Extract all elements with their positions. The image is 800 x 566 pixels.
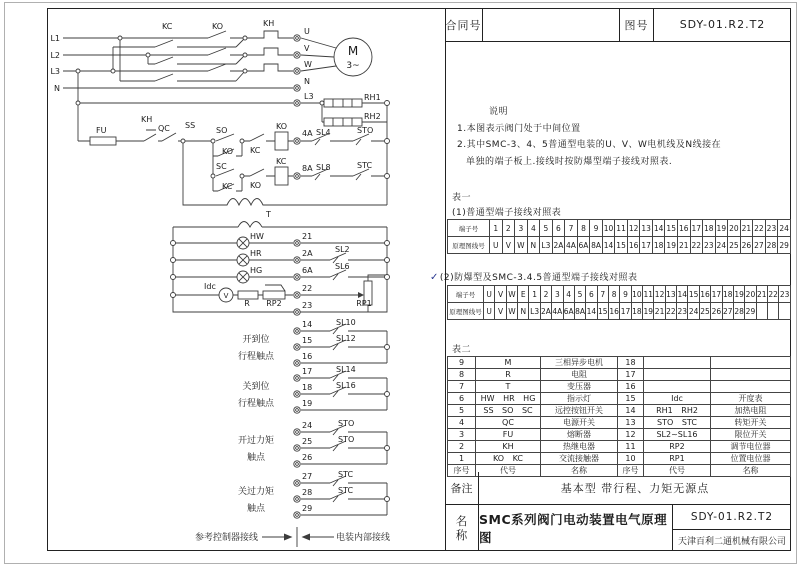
component-cell: KH [476,441,541,453]
lamp-HW [237,237,249,249]
terminal-cell: W [506,303,517,320]
terminal-cell: 16 [677,220,690,237]
schematic-label: STC [338,486,354,495]
contract-value [483,8,620,41]
component-cell: 位置电位器 [711,453,791,465]
schematic-label: V [304,44,310,53]
row-header: 端子号 [448,220,490,237]
terminal-cell: 4 [527,220,540,237]
component-cell: 序号 [618,465,644,477]
terminal-cell: 16 [627,237,640,254]
component-cell: 电源开关 [541,417,618,429]
schematic-label: SL2 [335,245,350,254]
terminal-cell: 3 [552,286,563,303]
terminal-cell: 12 [627,220,640,237]
schematic-label: KO [212,22,224,31]
terminal-cell: 17 [620,303,631,320]
drawing-number: SDY-01.R2.T2 [679,18,766,31]
schematic-label: 22 [302,284,313,293]
schematic-label: STO [338,435,355,444]
component-cell: SL2~SL16 [644,429,711,441]
terminal-cell: 21 [756,286,767,303]
schematic-label: KH [141,115,153,124]
terminal-cell: 21 [654,303,665,320]
schematic-label: 24 [302,421,313,430]
component-cell: 8 [448,369,476,381]
terminal-cell: 20 [728,220,741,237]
drawing-no-label: 图号 [620,8,654,41]
terminal-cell: 14 [586,303,597,320]
component-cell: 限位开关 [711,429,791,441]
terminal-cell: 11 [615,220,628,237]
terminal-cell: 14 [652,220,665,237]
component-cell: 7 [448,381,476,393]
component-cell: 热继电器 [541,441,618,453]
schematic-label: 23 [302,301,313,310]
terminal-cell: 6 [586,286,597,303]
caption-text: (2)防爆型及SMC-3.4.5普通型端子接线对照表 [439,273,638,283]
terminal-cell: 20 [745,286,756,303]
schematic-label: SL10 [336,318,356,327]
component-cell: STO STC [644,417,711,429]
terminal-cell: 2A [552,237,565,254]
terminal-cell: 6 [552,220,565,237]
component-cell: 序号 [448,465,476,477]
schematic-label: R [244,299,250,308]
schematic-label: 3~ [346,61,360,71]
schematic-label: 25 [302,437,313,446]
component-cell: RP1 [644,453,711,465]
terminal-cell: 8A [574,303,585,320]
name-block [445,505,791,551]
wiring-boundary [262,527,334,547]
terminal-cell: 18 [631,303,642,320]
terminal-cell [756,303,767,320]
terminal-cell: 5 [540,220,553,237]
component-cell: 远控按钮开关 [541,405,618,417]
terminal-cell: 10 [631,286,642,303]
terminal-cell: 23 [703,237,716,254]
schematic-label: 18 [302,383,313,392]
schematic-label: STC [357,161,373,170]
terminal-cell: 1 [490,220,503,237]
schematic-label: KH [263,19,275,28]
component-cell: RP2 [644,441,711,453]
terminal-table-normal [447,219,791,254]
schematic-label: SL8 [316,163,331,172]
schematic-label: U [304,27,310,36]
component-cell: 17 [618,369,644,381]
terminal-cell: U [484,303,495,320]
component-cell: 名称 [541,465,618,477]
schematic-label: 4A [302,129,313,138]
schematic-label: 触点 [246,504,266,514]
remark-value: 基本型 带行程、力矩无源点 [560,482,710,495]
terminal-cell: 27 [753,237,766,254]
terminal-cell: 22 [753,220,766,237]
terminal-cell: 27 [722,303,733,320]
terminal-cell: 4 [563,286,574,303]
company-name: 天津百利二通机械有限公司 [677,537,786,547]
note-line: 2.其中SMC-3、4、5普通型电装的U、V、W电机线及N线接在 [457,140,722,150]
terminal-cell: 29 [745,303,756,320]
component-cell: 代号 [644,465,711,477]
schematic-label: SC [216,162,227,171]
row-header: 原理图线号 [448,237,490,254]
schematic-label: Idc [204,282,216,291]
terminal-cell: 18 [652,237,665,254]
component-cell: 交流接触器 [541,453,618,465]
schematic-label: 2A [302,249,313,258]
schematic-label: 关到位 [242,382,270,392]
terminal-cell: 7 [565,220,578,237]
notes [457,104,789,170]
component-cell: 转矩开关 [711,417,791,429]
component-cell: RH1 RH2 [644,405,711,417]
schematic-label: KC [222,182,233,191]
schematic-label: 19 [302,399,313,408]
terminal-cell: 15 [615,237,628,254]
schematic-label: 触点 [246,453,266,463]
schematic-label: 28 [302,488,313,497]
terminal-cell: W [515,237,528,254]
terminal-cell: 17 [711,286,722,303]
table-one-title: 表一 [452,193,472,203]
terminal-cell: V [495,303,506,320]
component-cell: 熔断器 [541,429,618,441]
terminal-cell: 28 [765,237,778,254]
component-cell: 9 [448,357,476,369]
terminal-cell: 17 [640,237,653,254]
component-cell: SS SO SC [476,405,541,417]
component-cell [711,357,791,369]
component-cell: KO KC [476,453,541,465]
schematic-label: M [347,44,359,58]
terminal-cell [779,303,791,320]
potentiometer-RP2 [263,291,285,299]
terminal-cell: 15 [688,286,699,303]
heater-resistors [324,99,362,126]
terminal-cell: 23 [765,220,778,237]
component-cell [644,381,711,393]
component-cell: HW HR HG [476,393,541,405]
terminal-cell: 18 [703,220,716,237]
component-cell: 10 [618,453,644,465]
terminal-cell: 16 [608,303,619,320]
schematic-label: L2 [50,51,60,60]
schematic-label: KC [162,22,173,31]
drawing-title: SMC系列阀门电动装置电气原理图 [479,505,673,551]
terminal-cell: 17 [690,220,703,237]
schematic-label: QC [158,124,170,133]
schematic-label: 29 [302,504,313,513]
terminal-cell: L3 [540,237,553,254]
schematic-label: KC [250,146,261,155]
terminal-cell: 29 [778,237,791,254]
component-cell: 13 [618,417,644,429]
terminal-cell: 22 [665,303,676,320]
terminal-cell: U [484,286,495,303]
terminal-cell: 14 [677,286,688,303]
component-cell: 1 [448,453,476,465]
component-cell: 变压器 [541,381,618,393]
schematic-label: 8A [302,164,313,173]
component-cell: 14 [618,405,644,417]
component-cell: 5 [448,405,476,417]
terminal-cell [767,303,778,320]
row-header: 端子号 [448,286,484,303]
terminal-cell: 24 [688,303,699,320]
lamp-HG [237,271,249,283]
terminal-cell: N [527,237,540,254]
terminal-cell: 24 [778,220,791,237]
schematic-label: HR [250,249,262,258]
schematic-label: RP2 [266,299,282,308]
component-cell: 12 [618,429,644,441]
terminal-cell: 5 [574,286,585,303]
terminal-cell: 2A [540,303,551,320]
schematic-label: SL6 [335,262,350,271]
schematic-label: N [304,77,310,86]
schematic-label: L3 [304,92,314,101]
terminal-cell: 23 [779,286,791,303]
schematic-label: V [223,292,229,300]
component-cell: Idc [644,393,711,405]
schematic-label: 21 [302,232,313,241]
schematic-label: KO [250,181,262,190]
terminal-cell: 14 [602,237,615,254]
component-cell: 3 [448,429,476,441]
schematic-label: L1 [50,34,60,43]
terminal-cell: N [518,303,529,320]
terminal-cell: 4A [552,303,563,320]
terminal-cell: 28 [733,303,744,320]
component-cell: QC [476,417,541,429]
terminal-cell: 19 [643,303,654,320]
component-cell: FU [476,429,541,441]
component-cell [711,381,791,393]
terminal-cell: 9 [620,286,631,303]
name-label: 名称 [445,505,479,551]
terminals [294,35,300,518]
terminal-cell: 9 [590,220,603,237]
schematic-label: N [54,84,60,93]
schematic-label: 6A [302,266,313,275]
remark-label: 备注 [445,472,479,504]
notes-title: 说明 [489,107,509,117]
row-header: 原理图线号 [448,303,484,320]
component-cell: 三相异步电机 [541,357,618,369]
terminal-cell: 15 [665,220,678,237]
terminal-cell: 19 [733,286,744,303]
terminal-table-explosionproof [447,285,791,320]
schematic-label: SO [216,126,228,135]
terminal-cell: 25 [728,237,741,254]
terminal-cell: 13 [640,220,653,237]
schematic-label: HG [250,266,263,275]
component-cell: 开度表 [711,393,791,405]
lamp-HR [237,254,249,266]
schematic-label: SL4 [316,128,331,137]
component-table-title: 表二 [452,345,472,355]
schematic-label: 15 [302,336,313,345]
schematic-label: RP1 [356,299,372,308]
terminal-cell: 16 [699,286,710,303]
note-line: 1.本图表示阀门处于中间位置 [457,123,581,134]
resistor-R [238,291,258,299]
title-strip [445,8,791,42]
schematic-label: L3 [50,67,60,76]
schematic-label: RH2 [364,112,381,121]
component-cell: 代号 [476,465,541,477]
terminal-cell: 26 [740,237,753,254]
terminal-cell: V [495,286,506,303]
fuse-symbol [90,137,116,145]
schematic-label: KO [222,147,234,156]
component-cell: 4 [448,417,476,429]
component-cell: 16 [618,381,644,393]
schematic-label: KO [276,122,288,131]
terminal-cell: 22 [767,286,778,303]
remark-row [445,472,791,505]
terminal-cell: 22 [690,237,703,254]
schematic-label: 14 [302,320,313,329]
component-cell: 6 [448,393,476,405]
terminal-cell: 12 [654,286,665,303]
terminal-cell: 8A [590,237,603,254]
terminal-cell: W [506,286,517,303]
schematic-label: 参考控制器接线 [194,533,258,543]
schematic-label: SL16 [336,381,356,390]
terminal-cell: 19 [715,220,728,237]
schematic-label: 行程触点 [237,352,275,362]
schematic-label: 16 [302,352,313,361]
schematic-label: 开到位 [242,335,270,345]
schematic-label: STO [357,126,374,135]
terminal-cell: 6A [577,237,590,254]
terminal-cell: 11 [643,286,654,303]
component-cell: 名称 [711,465,791,477]
schematic-label: 关过力矩 [237,487,275,497]
terminal-cell: 7 [597,286,608,303]
terminal-cell: 25 [699,303,710,320]
component-cell: 调节电位器 [711,441,791,453]
schematic-label: SL14 [336,365,356,374]
terminal-cell: 23 [677,303,688,320]
schematic-label: 17 [302,367,313,376]
schematic-label: 26 [302,453,313,462]
table-one-b-caption [430,270,638,283]
component-cell: 加热电阻 [711,405,791,417]
component-cell: M [476,357,541,369]
terminal-cell: 10 [602,220,615,237]
component-cell: 15 [618,393,644,405]
component-cell [644,357,711,369]
terminal-cell: V [502,237,515,254]
terminal-cell: 2 [540,286,551,303]
component-cell: 电阻 [541,369,618,381]
schematic-label: HW [250,232,264,241]
table-one-caption: (1)普通型端子接线对照表 [452,208,562,218]
terminal-cell: 15 [597,303,608,320]
component-cell: R [476,369,541,381]
terminal-cell: 4A [565,237,578,254]
terminal-cell: 13 [665,286,676,303]
terminal-cell: 18 [722,286,733,303]
contract-label: 合同号 [445,8,483,41]
terminal-cell: 8 [608,286,619,303]
schematic-label: T [266,210,271,219]
schematic-label: 27 [302,472,313,481]
schematic-label: FU [96,126,107,135]
note-line: 单独的端子板上.接线时按防爆型端子接线对照表. [466,156,673,167]
component-cell: 11 [618,441,644,453]
terminal-cell: 3 [515,220,528,237]
terminal-cell: E [518,286,529,303]
schematic-label: RH1 [364,93,381,102]
terminal-cell: 6A [563,303,574,320]
component-cell: 2 [448,441,476,453]
terminal-cell: 19 [665,237,678,254]
schematic-label: SS [185,121,196,130]
schematic-label: STO [338,419,355,428]
terminal-cell: 8 [577,220,590,237]
component-table [447,356,791,477]
schematic-label: SL12 [336,334,356,343]
terminal-cell: 2 [502,220,515,237]
terminal-cell: 21 [740,220,753,237]
component-cell: 18 [618,357,644,369]
terminal-cell: 26 [711,303,722,320]
terminal-cell: L3 [529,303,540,320]
schematic-label: KC [276,157,287,166]
power-section [63,31,387,141]
terminal-cell: 24 [715,237,728,254]
schematic-label: W [304,60,312,69]
terminal-cell: 21 [677,237,690,254]
check-mark: ✓ [430,272,439,283]
drawing-number-bottom: SDY-01.R2.T2 [673,505,791,530]
terminal-cell: 1 [529,286,540,303]
component-cell: T [476,381,541,393]
component-cell [644,369,711,381]
schematic-label: 电装内部接线 [336,533,391,543]
component-cell: 指示灯 [541,393,618,405]
component-cell [711,369,791,381]
schematic-label: 行程触点 [237,399,275,409]
schematic-label: STC [338,470,354,479]
schematic-label: 开过力矩 [237,436,275,446]
terminal-cell: U [490,237,503,254]
